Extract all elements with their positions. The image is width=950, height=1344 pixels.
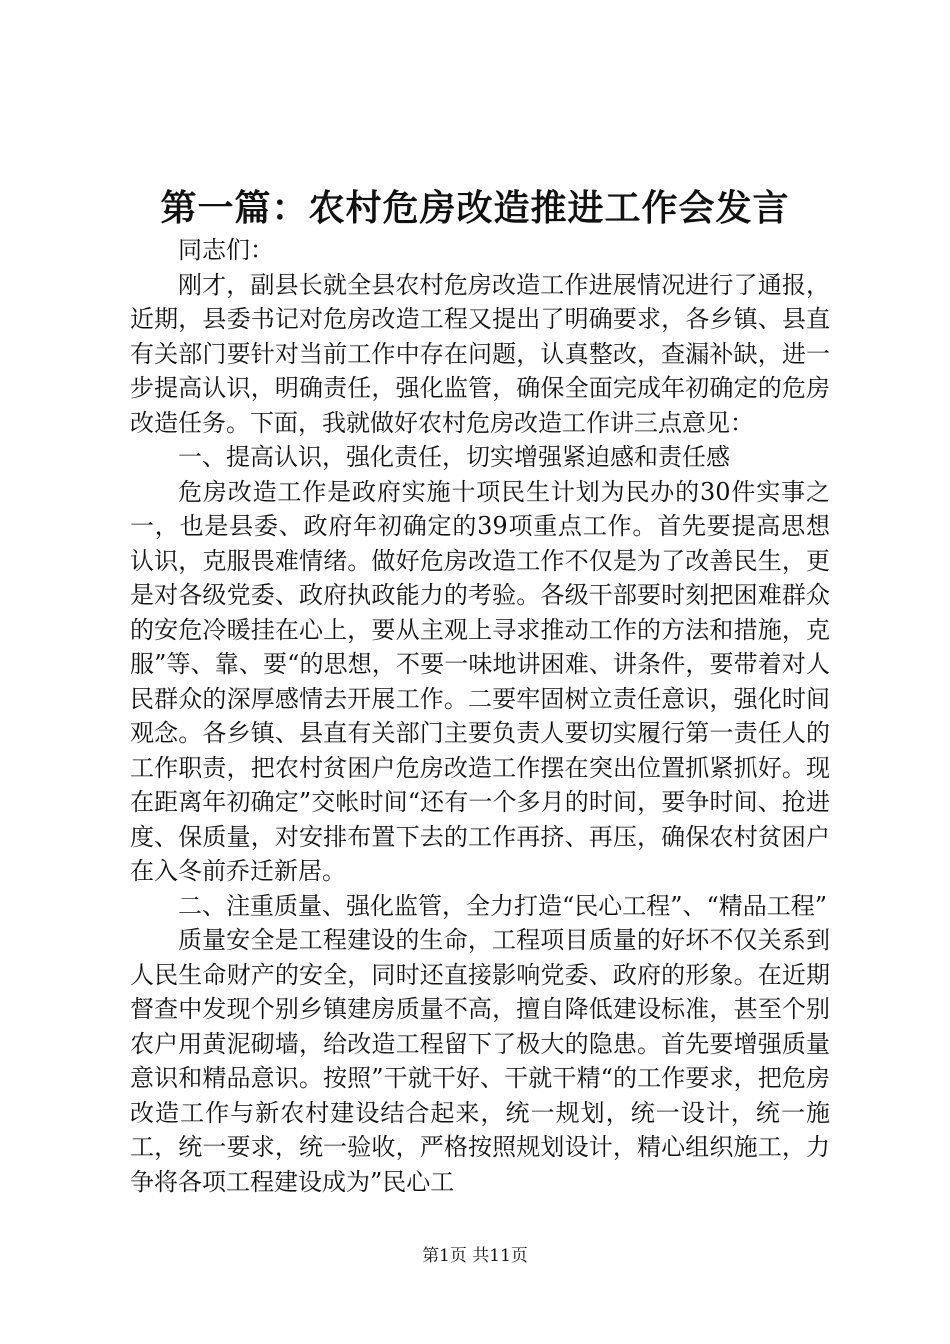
page-number-footer: 第1页 共11页 xyxy=(422,1246,528,1266)
section-heading-2: 二、注重质量、强化监管，全力打造“民心工程”、“精品工程” xyxy=(178,891,828,920)
intro-paragraph: 刚才，副县长就全县农村危房改造工作进展情况进行了通报，近期，县委书记对危房改造工程又提出了明确要求，各乡镇、县直有关部门要针对当前工作中存在问题，认真整改，查漏补缺，进一步提高认识，明确责任，强化监管，确保全面完成年初确定的危房改造任务。下面，我就做好农村危房改造工作讲三点意见： xyxy=(130,270,830,437)
section-heading-1: 一、提高认识，强化责任，切实增强紧迫感和责任感 xyxy=(178,443,730,471)
section-2-paragraph: 质量安全是工程建设的生命，工程项目质量的好坏不仅关系到人民生命财产的安全，同时还直接影响党委、政府的形象。在近期督查中发现个别乡镇建房质量不高，擅自降低建设标准，甚至个别农户用黄泥砌墙，给改造工程留下了极大的隐患。首先要增强质量意识和精品意识。按照”干就干好、干就干精“的工作要求，把危房改造工作与新农村建设结合起来，统一规划，统一设计，统一施工，统一要求，统一验收，严格按照规划设计，精心组织施工，力争将各项工程建设成为”民心工 xyxy=(130,926,830,1196)
document-title: 第一篇：农村危房改造推进工作会发言 xyxy=(160,188,790,229)
document-body xyxy=(130,233,830,1199)
section-1-paragraph: 危房改造工作是政府实施十项民生计划为民办的30件实事之一，也是县委、政府年初确定的39项重点工作。首先要提高思想认识，克服畏难情绪。做好危房改造工作不仅是为了改善民生，更是对各级党委、政府执政能力的考验。各级干部要时刻把困难群众的安危冷暖挂在心上，要从主观上寻求推动工作的方法和措施，克服”等、靠、要“的思想，不要一味地讲困难、讲条件，要带着对人民群众的深厚感情去开展工作。二要牢固树立责任意识，强化时间观念。各乡镇、县直有关部门主要负责人要切实履行第一责任人的工作职责，把农村贫困户危房改造工作摆在突出位置抓紧抓好。现在距离年初确定”交帐时间“还有一个多月的时间，要争时间、抢进度、保质量，对安排布置下去的工作再挤、再压，确保农村贫困户在入冬前乔迁新居。 xyxy=(130,477,830,885)
salutation-paragraph: 同志们： xyxy=(178,236,274,264)
